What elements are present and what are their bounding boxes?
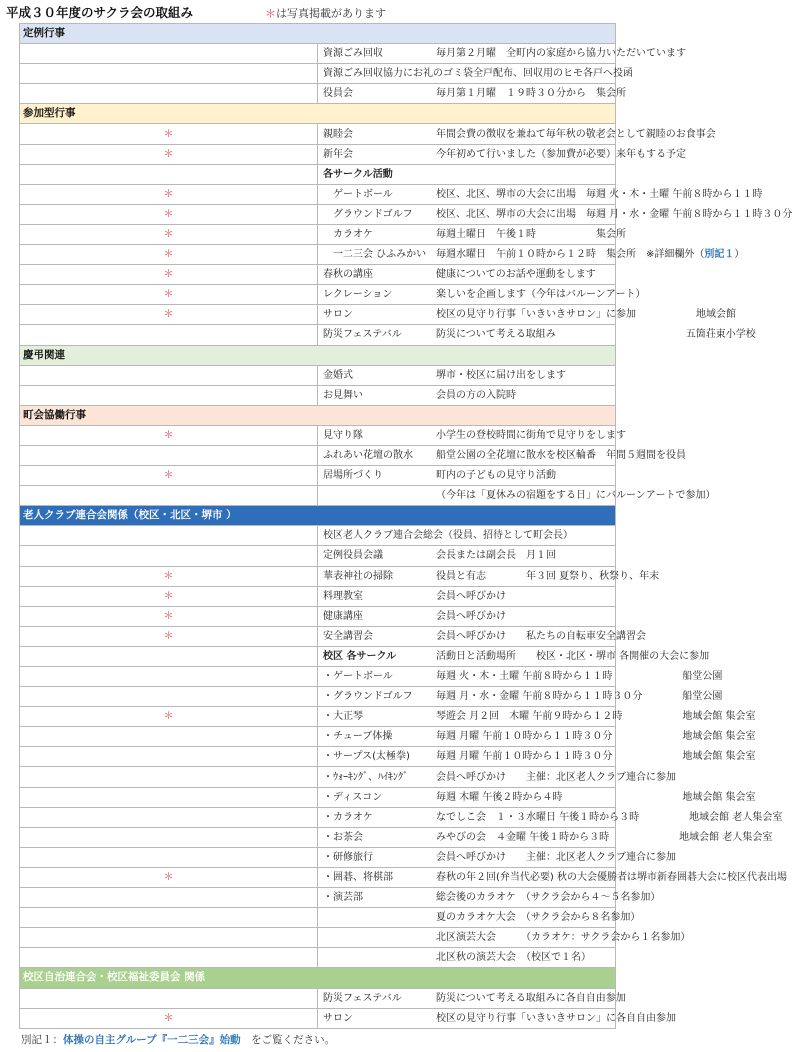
item-name: 資源ごみ回収 bbox=[323, 48, 383, 60]
row-content bbox=[318, 566, 660, 586]
table-row bbox=[20, 445, 616, 465]
row-content bbox=[318, 787, 756, 807]
item-name: カラオケ bbox=[323, 228, 373, 240]
table-row bbox=[20, 265, 616, 285]
item-detail bbox=[436, 747, 756, 766]
item-detail bbox=[436, 928, 690, 947]
photo-mark: ＊ bbox=[20, 425, 318, 445]
detail-text: 毎月第１月曜 １９時３０分から 集会所 bbox=[436, 88, 626, 100]
row-content bbox=[318, 44, 686, 64]
table-row bbox=[20, 546, 616, 566]
item-name: ・チューブ体操 bbox=[323, 731, 393, 743]
table-row bbox=[20, 526, 616, 546]
table-row bbox=[20, 486, 616, 506]
row-content bbox=[318, 1008, 676, 1028]
mark-cell bbox=[20, 908, 318, 928]
section-title: 老人クラブ連合会関係（校区・北区・堺市 ） bbox=[20, 506, 616, 526]
item-name: ・ディスコン bbox=[323, 791, 383, 803]
mark-cell bbox=[20, 325, 318, 345]
section-header bbox=[20, 345, 616, 365]
table-row bbox=[20, 928, 616, 948]
item-detail bbox=[436, 667, 722, 686]
row-content bbox=[318, 928, 691, 948]
mark-cell bbox=[20, 847, 318, 867]
item-name: レクレーション bbox=[323, 289, 393, 301]
table-row bbox=[20, 285, 616, 305]
detail-text: 会員へ呼びかけ 主催：北区老人クラブ連合に参加 bbox=[436, 851, 676, 863]
item-detail bbox=[436, 44, 686, 63]
item-name: ・ゲートボール bbox=[323, 671, 393, 683]
detail-text: 毎週 火・木・土曜 午前８時から１１時 船堂公園 bbox=[436, 671, 723, 683]
detail-text: 会員へ呼びかけ 主催：北区老人クラブ連合に参加 bbox=[436, 771, 676, 783]
detail-text: 校区の見守り行事「いきいきサロン」に参加 地域会館 bbox=[436, 309, 736, 321]
table-row bbox=[20, 425, 616, 445]
detail-text: 防災について考える取組みに各自自由参加 bbox=[436, 992, 626, 1004]
detail-text: 毎週 月曜 午前１０時から１１時３０分 地域会館 集会室 bbox=[436, 731, 756, 743]
item-name: ・カラオケ bbox=[323, 811, 373, 823]
detail-text: 毎週土曜日 午後１時 集会所 bbox=[436, 228, 626, 240]
detail-text: 楽しいを企画します（今年はバルーンアート） bbox=[436, 289, 646, 301]
table-row bbox=[20, 626, 616, 646]
table-row bbox=[20, 64, 616, 84]
section-header bbox=[20, 405, 616, 425]
item-name: サロン bbox=[323, 309, 353, 321]
photo-mark: ＊ bbox=[20, 305, 318, 325]
detail-text: 夏のカラオケ大会 （サクラ会から８名参加） bbox=[436, 912, 641, 924]
table-row bbox=[20, 827, 616, 847]
item-name: 定例役員会議 bbox=[323, 550, 383, 562]
item-detail bbox=[436, 808, 782, 827]
mark-cell bbox=[20, 64, 318, 84]
table-row bbox=[20, 908, 616, 928]
detail-text: 役員と有志 年３回 夏祭り、秋祭り、年末 bbox=[436, 570, 660, 582]
detail-text: 毎月第２月曜 全町内の家庭から協力いただいています bbox=[436, 48, 686, 60]
detail-text: 防災について考える取組み 五箇荘東小学校 bbox=[436, 329, 756, 341]
item-detail bbox=[436, 426, 626, 445]
mark-cell bbox=[20, 486, 318, 506]
table-row bbox=[20, 807, 616, 827]
item-detail bbox=[436, 205, 792, 224]
mark-cell bbox=[20, 385, 318, 405]
item-detail bbox=[436, 908, 640, 927]
photo-mark: ＊ bbox=[20, 144, 318, 164]
mark-cell bbox=[20, 888, 318, 908]
row-content bbox=[318, 385, 616, 405]
item-name: 春秋の講座 bbox=[323, 269, 373, 281]
mark-cell bbox=[20, 84, 318, 104]
table-row bbox=[20, 767, 616, 787]
section-title: 町会協働行事 bbox=[20, 405, 616, 425]
photo-mark: ＊ bbox=[20, 626, 318, 646]
item-detail bbox=[436, 386, 516, 405]
detail-text: 会員へ呼びかけ 私たちの自転車安全講習会 bbox=[436, 630, 646, 642]
detail-text: 船堂公園の全花壇に散水を校区輪番 年間５週間を役員 bbox=[436, 450, 686, 462]
row-content bbox=[318, 466, 616, 486]
table-row bbox=[20, 84, 616, 104]
table-row bbox=[20, 747, 616, 767]
detail-text: 会員へ呼びかけ bbox=[436, 610, 506, 622]
mark-cell bbox=[20, 727, 318, 747]
photo-mark: ＊ bbox=[20, 224, 318, 244]
item-detail bbox=[436, 647, 709, 666]
item-detail bbox=[436, 768, 676, 787]
mark-cell bbox=[20, 646, 318, 666]
detail-text: 小学生の登校時間に街角で見守りをします bbox=[436, 429, 626, 441]
row-content bbox=[318, 747, 756, 767]
item-detail bbox=[436, 848, 676, 867]
photo-note bbox=[265, 5, 386, 21]
photo-mark: ＊ bbox=[20, 566, 318, 586]
detail-text: 毎週 木曜 午後２時から４時 地域会館 集会室 bbox=[436, 791, 756, 803]
item-detail bbox=[436, 627, 646, 646]
detail-text: 会員の方の入院時 bbox=[436, 389, 516, 401]
row-content bbox=[318, 908, 641, 928]
detail-text: 校区、北区、堺市の大会に出場 毎週 火・木・土曜 午前８時から１１時 bbox=[436, 188, 763, 200]
row-content bbox=[318, 224, 626, 244]
item-detail bbox=[436, 567, 659, 586]
item-name: ・大正琴 bbox=[323, 711, 363, 723]
mark-cell bbox=[20, 747, 318, 767]
row-content bbox=[318, 164, 616, 184]
item-detail bbox=[436, 366, 566, 385]
item-name: ・演芸部 bbox=[323, 892, 363, 904]
table-row bbox=[20, 305, 616, 325]
detail-text: 会長または副会長 月１回 bbox=[436, 550, 556, 562]
photo-note-star: ＊ bbox=[265, 7, 276, 20]
item-detail bbox=[436, 1009, 676, 1028]
item-detail bbox=[436, 305, 736, 324]
row-content bbox=[318, 486, 716, 506]
photo-mark: ＊ bbox=[20, 204, 318, 224]
detail-text: （今年は「夏休みの宿題をする日」にバルーンアートで参加） bbox=[436, 490, 716, 502]
item-detail bbox=[436, 125, 716, 144]
row-content bbox=[318, 626, 646, 646]
activities-table bbox=[19, 23, 792, 1029]
table-row bbox=[20, 667, 616, 687]
table-row bbox=[20, 365, 616, 385]
mark-cell bbox=[20, 827, 318, 847]
row-text: 各サークル活動 bbox=[323, 168, 393, 180]
item-detail bbox=[436, 446, 686, 465]
table-row bbox=[20, 888, 616, 908]
mark-cell bbox=[20, 787, 318, 807]
item-name: 金婚式 bbox=[323, 369, 353, 381]
table-row bbox=[20, 867, 616, 887]
item-name: 防災フェステバル bbox=[323, 992, 402, 1004]
detail-text: 校区の見守り行事「いきいきサロン」に各自自由参加 bbox=[436, 1012, 676, 1024]
row-content bbox=[318, 948, 616, 968]
item-detail bbox=[436, 868, 787, 887]
detail-text: 年間会費の徴収を兼ねて毎年秋の敬老会として親睦のお食事会 bbox=[436, 128, 716, 140]
row-content bbox=[318, 988, 626, 1008]
footnote-link[interactable]: 体操の自主グループ『一二三会』始動 bbox=[63, 1034, 241, 1046]
item-name: お見舞い bbox=[323, 389, 363, 401]
row-text: 資源ごみ回収協力にお礼のゴミ袋全戸配布、回収用のヒモ各戸へ投函 bbox=[323, 68, 633, 80]
table-row bbox=[20, 1008, 616, 1028]
photo-mark: ＊ bbox=[20, 124, 318, 144]
item-name: 安全講習会 bbox=[323, 630, 373, 642]
item-detail bbox=[436, 486, 716, 505]
mark-cell bbox=[20, 164, 318, 184]
mark-cell bbox=[20, 948, 318, 968]
item-name: 防災フェステバル bbox=[323, 329, 402, 341]
table-row bbox=[20, 245, 616, 265]
detail-text: 健康についてのお話や運動をします bbox=[436, 269, 596, 281]
detail-text: 校区、北区、堺市の大会に出場 毎週 月・水・金曜 午前８時から１１時３０分 bbox=[436, 208, 792, 220]
row-content bbox=[318, 767, 676, 787]
item-name: 親睦会 bbox=[323, 128, 353, 140]
table-row bbox=[20, 204, 616, 224]
table-row bbox=[20, 646, 616, 666]
table-row bbox=[20, 224, 616, 244]
item-detail bbox=[436, 245, 744, 264]
row-content bbox=[318, 365, 616, 385]
row-content bbox=[318, 606, 616, 626]
item-name: 役員会 bbox=[323, 88, 353, 100]
row-content bbox=[318, 707, 756, 727]
row-content bbox=[318, 687, 723, 707]
page-title: 平成３０年度のサクラ会の取組み bbox=[6, 5, 194, 20]
item-detail bbox=[436, 185, 762, 204]
photo-mark: ＊ bbox=[20, 606, 318, 626]
item-name: 新年会 bbox=[323, 148, 353, 160]
mark-cell bbox=[20, 687, 318, 707]
item-detail bbox=[436, 265, 596, 284]
row-content bbox=[318, 827, 773, 847]
item-detail bbox=[436, 989, 626, 1008]
detail-text: 町内の子どもの見守り活動 bbox=[436, 470, 556, 482]
row-content bbox=[318, 847, 676, 867]
section-header bbox=[20, 506, 616, 526]
row-content bbox=[318, 184, 763, 204]
mark-cell bbox=[20, 928, 318, 948]
item-detail bbox=[436, 707, 756, 726]
detail-text: 今年初めて行いました（参加費が必要）来年もする予定 bbox=[436, 148, 686, 160]
detail-text: 堺市・校区に届け出をします bbox=[436, 369, 566, 381]
mark-cell bbox=[20, 988, 318, 1008]
table-row bbox=[20, 847, 616, 867]
mark-cell bbox=[20, 546, 318, 566]
section-header bbox=[20, 24, 616, 44]
item-detail bbox=[436, 948, 591, 967]
row-content bbox=[318, 646, 710, 666]
table-row bbox=[20, 988, 616, 1008]
table-row bbox=[20, 44, 616, 64]
table-row bbox=[20, 566, 616, 586]
row-content bbox=[318, 888, 661, 908]
item-detail bbox=[436, 788, 756, 807]
photo-note-text: は写真掲載があります bbox=[276, 7, 386, 20]
detail-text: 琴遊会 月２回 木曜 午前９時から１２時 地域会館 集会室 bbox=[436, 711, 756, 723]
table-row bbox=[20, 727, 616, 747]
row-content bbox=[318, 727, 756, 747]
table-row bbox=[20, 787, 616, 807]
table-row bbox=[20, 707, 616, 727]
item-name: ・サープス(太極拳) bbox=[323, 751, 410, 763]
footnote-suffix: をご覧ください。 bbox=[240, 1034, 336, 1046]
row-content bbox=[318, 285, 646, 305]
item-name: 健康講座 bbox=[323, 610, 363, 622]
item-detail bbox=[436, 607, 506, 626]
detail-text: 北区演芸大会 （カラオケ：サクラ会から１名参加） bbox=[436, 932, 691, 944]
section-title: 参加型行事 bbox=[20, 104, 616, 124]
item-detail bbox=[436, 466, 556, 485]
item-name: 校区 各サークル bbox=[323, 650, 397, 662]
section-title: 校区自治連合会・校区福祉委員会 関係 bbox=[20, 968, 616, 988]
item-name: 料理教室 bbox=[323, 590, 363, 602]
detail-text: 春秋の年２回(弁当代必要) 秋の大会優勝者は堺市新春囲碁大会に校区代表出場 bbox=[436, 871, 787, 883]
row-content bbox=[318, 325, 756, 345]
item-detail bbox=[436, 84, 626, 103]
footnote-prefix: 別記１： bbox=[21, 1034, 63, 1046]
table-row bbox=[20, 325, 616, 345]
item-name: グラウンドゴルフ bbox=[323, 208, 413, 220]
section-header bbox=[20, 104, 616, 124]
item-detail bbox=[436, 546, 556, 565]
detail-text: 会員へ呼びかけ bbox=[436, 590, 506, 602]
detail-text: ） bbox=[734, 249, 745, 261]
item-detail bbox=[436, 888, 660, 907]
item-detail bbox=[436, 828, 772, 847]
item-detail bbox=[436, 225, 626, 244]
section-title: 慶弔関連 bbox=[20, 345, 616, 365]
row-content bbox=[318, 807, 783, 827]
row-content bbox=[318, 667, 723, 687]
row-content bbox=[318, 144, 686, 164]
item-name: ・囲碁、将棋部 bbox=[323, 871, 393, 883]
item-name: ・研修旅行 bbox=[323, 851, 373, 863]
mark-cell bbox=[20, 365, 318, 385]
mark-cell bbox=[20, 526, 318, 546]
detail-text: 北区秋の演芸大会 （校区で１名） bbox=[436, 952, 591, 964]
table-row bbox=[20, 124, 616, 144]
mark-cell bbox=[20, 445, 318, 465]
mark-cell bbox=[20, 667, 318, 687]
row-content bbox=[318, 526, 616, 546]
item-name: サロン bbox=[323, 1012, 353, 1024]
table-row bbox=[20, 687, 616, 707]
table-row bbox=[20, 586, 616, 606]
item-detail bbox=[436, 145, 686, 164]
detail-text: みやびの会 ４金曜 午後１時から３時 地域会館 老人集会室 bbox=[436, 831, 773, 843]
photo-mark: ＊ bbox=[20, 245, 318, 265]
photo-mark: ＊ bbox=[20, 867, 318, 887]
row-content bbox=[318, 305, 736, 325]
row-content bbox=[318, 204, 792, 224]
item-name: ・グラウンドゴルフ bbox=[323, 691, 413, 703]
row-content bbox=[318, 124, 716, 144]
table-row bbox=[20, 164, 616, 184]
detail-text: 活動日と活動場所 校区・北区・堺市 各開催の大会に参加 bbox=[436, 650, 710, 662]
table-row bbox=[20, 606, 616, 626]
photo-mark: ＊ bbox=[20, 466, 318, 486]
table-row bbox=[20, 385, 616, 405]
table-row bbox=[20, 184, 616, 204]
item-name: 居場所づくり bbox=[323, 470, 383, 482]
detail-text: 毎週水曜日 午前１０時から１２時 集会所 ※詳細欄外（ bbox=[436, 249, 705, 261]
row-content bbox=[318, 425, 626, 445]
item-detail bbox=[436, 285, 646, 304]
appendix-link[interactable]: 別記１ bbox=[704, 249, 735, 261]
row-content bbox=[318, 245, 745, 265]
detail-text: 毎週 月・水・金曜 午前８時から１１時３０分 船堂公園 bbox=[436, 691, 723, 703]
item-name: ・お茶会 bbox=[323, 831, 363, 843]
item-name: ゲートボール bbox=[323, 188, 393, 200]
section-title: 定例行事 bbox=[20, 24, 616, 44]
table-row bbox=[20, 144, 616, 164]
photo-mark: ＊ bbox=[20, 285, 318, 305]
item-name: 見守り隊 bbox=[323, 429, 363, 441]
photo-mark: ＊ bbox=[20, 265, 318, 285]
photo-mark: ＊ bbox=[20, 707, 318, 727]
row-content bbox=[318, 867, 787, 887]
item-name: 華表神社の掃除 bbox=[323, 570, 393, 582]
item-detail bbox=[436, 325, 756, 344]
row-content bbox=[318, 64, 633, 84]
photo-mark: ＊ bbox=[20, 184, 318, 204]
row-content bbox=[318, 586, 616, 606]
item-detail bbox=[436, 727, 756, 746]
detail-text: 毎週 月曜 午前１０時から１１時３０分 地域会館 集会室 bbox=[436, 751, 756, 763]
footnote bbox=[21, 1032, 335, 1047]
item-detail bbox=[436, 587, 506, 606]
mark-cell bbox=[20, 807, 318, 827]
item-name: 一二三会 ひふみかい bbox=[323, 249, 427, 261]
row-content bbox=[318, 445, 686, 465]
photo-mark: ＊ bbox=[20, 586, 318, 606]
section-header bbox=[20, 968, 616, 988]
row-text: 校区老人クラブ連合会総会（役員、招待として町会長） bbox=[323, 530, 573, 542]
mark-cell bbox=[20, 767, 318, 787]
table-row bbox=[20, 466, 616, 486]
photo-mark: ＊ bbox=[20, 1008, 318, 1028]
row-content bbox=[318, 265, 616, 285]
detail-text: 総会後のカラオケ （サクラ会から４～５名参加） bbox=[436, 892, 661, 904]
item-name: ・ｳｫｰｷﾝｸﾞ、ﾊｲｷﾝｸﾞ bbox=[323, 771, 408, 783]
mark-cell bbox=[20, 44, 318, 64]
table-row bbox=[20, 948, 616, 968]
row-content bbox=[318, 546, 616, 566]
detail-text: なでしこ会 １・３水曜日 午後１時から３時 地域会館 老人集会室 bbox=[436, 811, 783, 823]
item-detail bbox=[436, 687, 722, 706]
item-name: ふれあい花壇の散水 bbox=[323, 450, 413, 462]
row-content bbox=[318, 84, 626, 104]
